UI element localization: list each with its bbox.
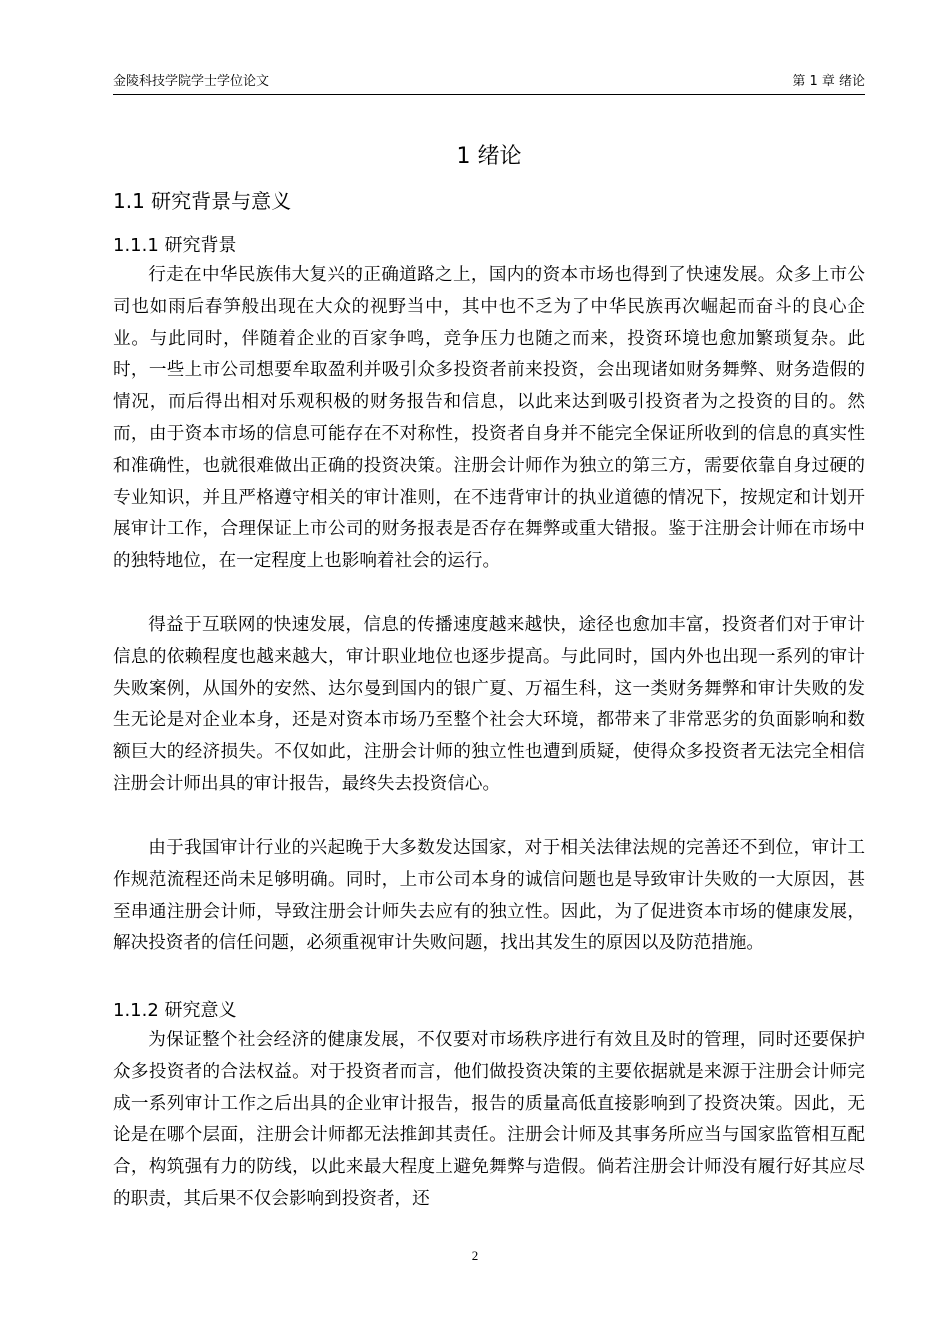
chapter-title: 1 绪论: [456, 144, 522, 169]
section-heading: 1.1 研究背景与意义: [113, 189, 292, 213]
header-thesis-title: 金陵科技学院学士学位论文: [113, 74, 270, 89]
header-chapter-label: 第 1 章 绪论: [792, 74, 865, 89]
paragraph-background-2: 得益于互联网的快速发展，信息的传播速度越来越快，途径也愈加丰富，投资者们对于审计信息的依赖程度也越来越大，审计职业地位也逐步提高。与此同时，国内外也出现一系列的审计失败案例，从国外的安然、达尔曼到国内的银广夏、万福生科，这一类财务舞弊和审计失败的发生无论是对企业本身，还是对资本市场乃至整个社会大环境，都带来了非常恶劣的负面影响和数额巨大的经济损失。不仅如此，注册会计师的独立性也遭到质疑，使得众多投资者无法完全相信注册会计师出具的审计报告，最终失去投资信心。: [113, 615, 865, 794]
paragraph-significance-1: 为保证整个社会经济的健康发展，不仅要对市场秩序进行有效且及时的管理，同时还要保护众多投资者的合法权益。对于投资者而言，他们做投资决策的主要依据就是来源于注册会计师完成一系列审计工作之后出具的企业审计报告，报告的质量高低直接影响到了投资决策。因此，无论是在哪个层面，注册会计师都无法推卸其责任。注册会计师及其事务所应当与国家监管相互配合，构筑强有力的防线，以此来最大程度上避免舞弊与造假。倘若注册会计师没有履行好其应尽的职责，其后果不仅会影响到投资者，还: [113, 1030, 865, 1209]
page-number: 2: [471, 1248, 479, 1263]
paragraph-background-1: 行走在中华民族伟大复兴的正确道路之上，国内的资本市场也得到了快速发展。众多上市公司也如雨后春笋般出现在大众的视野当中，其中也不乏为了中华民族再次崛起而奋斗的良心企业。与此同时，伴随着企业的百家争鸣，竞争压力也随之而来，投资环境也愈加繁琐复杂。此时，一些上市公司想要牟取盈利并吸引众多投资者前来投资，会出现诸如财务舞弊、财务造假的情况，而后得出相对乐观积极的财务报告和信息，以此来达到吸引投资者为之投资的目的。然而，由于资本市场的信息可能存在不对称性，投资者自身并不能完全保证所收到的信息的真实性和准确性，也就很难做出正确的投资决策。注册会计师作为独立的第三方，需要依靠自身过硬的专业知识，并且严格遵守相关的审计准则，在不违背审计的执业道德的情况下，按规定和计划开展审计工作，合理保证上市公司的财务报表是否存在舞弊或重大错报。鉴于注册会计师在市场中的独特地位，在一定程度上也影响着社会的运行。: [113, 265, 865, 572]
subsection-heading-significance: 1.1.2 研究意义: [113, 1000, 237, 1021]
subsection-heading-background: 1.1.1 研究背景: [113, 235, 237, 256]
paragraph-background-3: 由于我国审计行业的兴起晚于大多数发达国家，对于相关法律法规的完善还不到位，审计工作规范流程还尚未足够明确。同时，上市公司本身的诚信问题也是导致审计失败的一大原因，甚至串通注册会计师，导致注册会计师失去应有的独立性。因此，为了促进资本市场的健康发展，解决投资者的信任问题，必须重视审计失败问题，找出其发生的原因以及防范措施。: [113, 838, 865, 954]
page-header: [113, 72, 865, 95]
